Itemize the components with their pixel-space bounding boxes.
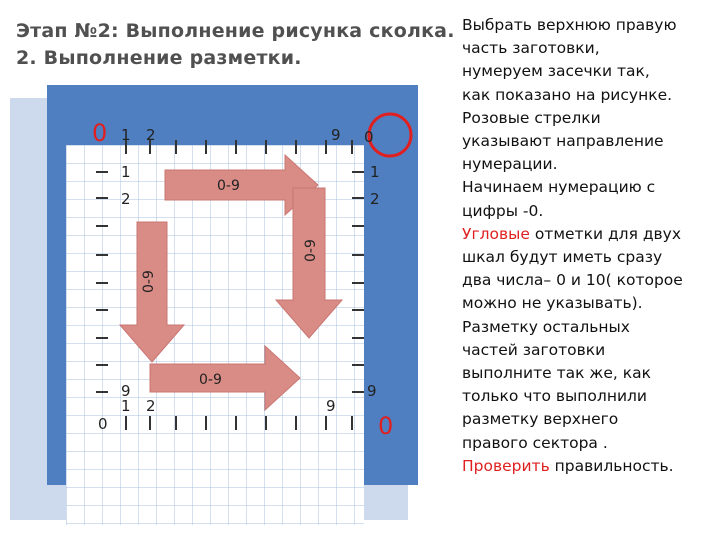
instruction-line: указывают направление (462, 132, 664, 151)
instruction-line: только что выполнили (462, 387, 648, 406)
arrow-right-label: 0-9 (303, 239, 319, 262)
arrow-top-label: 0-9 (217, 178, 240, 194)
top-scale-1: 1 (121, 126, 131, 144)
instruction-line: частей заготовки (462, 340, 606, 359)
instruction-line: можно не указывать). (462, 294, 643, 313)
instruction-line: два числа– 0 и 10( которое (462, 271, 683, 290)
arrow-left-label: 0-9 (141, 270, 157, 293)
instruction-line: Разметку остальных (462, 317, 630, 336)
instruction-line: Выбрать верхнюю правую (462, 16, 677, 34)
bottom-scale-1: 1 (121, 397, 131, 415)
instruction-line: Начинаем нумерацию с (462, 178, 656, 197)
instruction-line: Розовые стрелки (462, 108, 601, 127)
instruction-line: нумерации. (462, 155, 558, 174)
check-rest: правильность. (549, 456, 674, 475)
arrow-bottom-label: 0-9 (199, 372, 222, 388)
title-line-2: 2. Выполнение разметки. (16, 47, 302, 69)
check-link[interactable]: Проверить (462, 456, 550, 475)
instruction-line: правого сектора . (462, 433, 608, 452)
corner-zero-bottom-right: 0 (378, 412, 394, 440)
top-scale-9: 9 (331, 126, 341, 144)
instruction-line: цифры -0. (462, 201, 544, 220)
right-scale-1: 1 (370, 163, 380, 181)
left-scale-2: 2 (121, 190, 131, 208)
angle-keyword: Угловые (462, 224, 530, 243)
instruction-line: выполните так же, как (462, 364, 651, 383)
instructions-text (462, 14, 714, 478)
bottom-left-vertical-9: 9 (121, 382, 131, 400)
instruction-line: как показано на рисунке. (462, 85, 673, 104)
corner-zero-top-right: 0 (364, 128, 374, 146)
corner-zero-top-left: 0 (92, 119, 108, 147)
corner-zero-bottom-left: 0 (98, 415, 108, 433)
bottom-right-vertical-9: 9 (367, 382, 377, 400)
left-scale-1: 1 (121, 163, 131, 181)
bottom-scale-9: 9 (326, 397, 336, 415)
instruction-line: часть заготовки, (462, 39, 600, 58)
instruction-line-check (462, 455, 714, 478)
instruction-line: разметку верхнего (462, 410, 619, 429)
instruction-line: шкал будут иметь сразу (462, 248, 663, 267)
instruction-line-angle (462, 223, 714, 246)
angle-rest: отметки для двух (529, 224, 682, 243)
title-line-1: Этап №2: Выполнение рисунка сколка. (16, 20, 455, 42)
bottom-scale-2: 2 (146, 397, 156, 415)
instruction-line: нумеруем засечки так, (462, 62, 650, 81)
right-scale-2: 2 (370, 190, 380, 208)
top-scale-2: 2 (146, 126, 156, 144)
